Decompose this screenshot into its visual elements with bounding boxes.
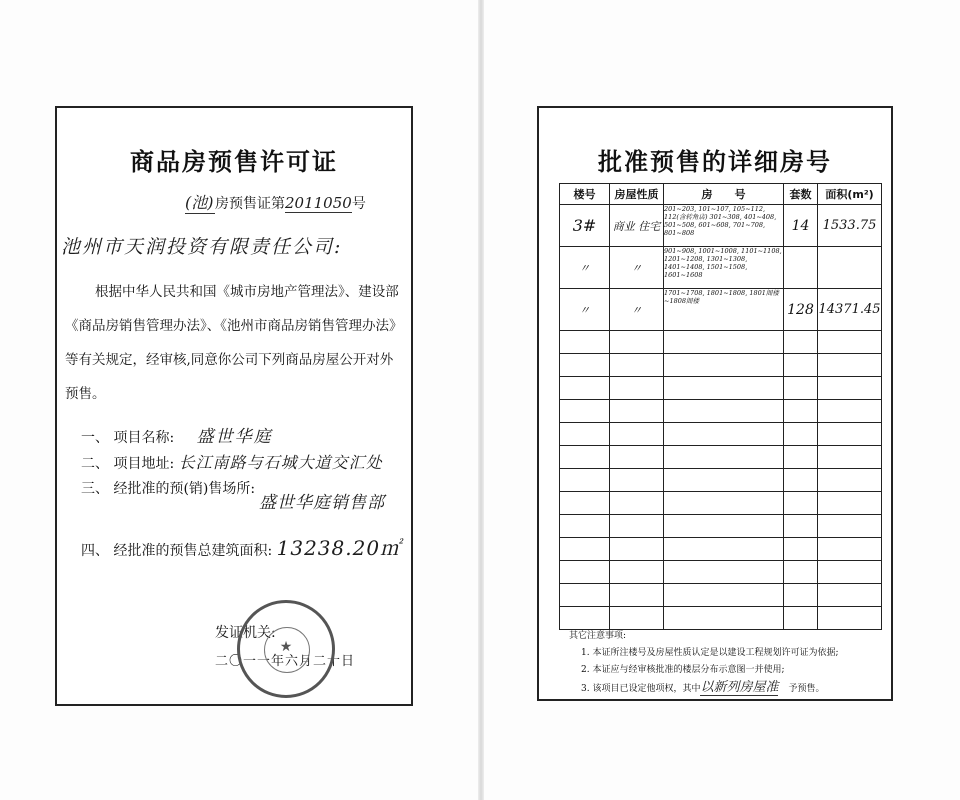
empty-cell [610,469,664,492]
empty-cell [610,400,664,423]
empty-cell [664,492,784,515]
empty-cell [818,331,882,354]
empty-cell [818,377,882,400]
notes-block [569,628,838,698]
room-detail-table [559,183,882,630]
cell-rooms: 901~908, 1001~1008, 1101~1108, 1201~1208, 1301~1308, 1401~1408, 1501~1508, 1601~1608 [664,247,784,289]
empty-cell [610,607,664,630]
cell-sets: 128 [784,289,818,331]
empty-cell [818,400,882,423]
header-nature: 房屋性质 [610,184,664,205]
note-1: 1. 本证所注楼号及房屋性质认定是以建设工程规划许可证为依据; [581,648,839,658]
item-total-area [81,532,401,561]
notes-title: 其它注意事项: [569,631,627,641]
empty-cell [784,515,818,538]
note-3-handwritten: 以新列房屋准 [700,680,779,695]
empty-cell [560,377,610,400]
item2-label: 二、 项目地址: [81,456,175,472]
issue-date: 二〇一一年六月二十日 [215,654,356,669]
official-seal [237,600,335,698]
table-row-empty [560,446,882,469]
cell-building: 〃 [560,289,610,331]
empty-cell [610,515,664,538]
empty-cell [664,423,784,446]
cert-number: 2011050 [285,194,352,212]
empty-cell [664,331,784,354]
item-project-name [81,422,273,447]
detail-title: 批准预售的详细房号 [598,148,832,176]
empty-cell [610,423,664,446]
table-header-row [560,184,882,205]
room-detail-panel [537,106,893,701]
item-sales-office-label: 三、 经批准的预(销)售场所: [81,481,256,497]
table-row-empty [560,423,882,446]
cert-suffix: 号 [351,196,366,212]
permit-panel [55,106,413,706]
cell-rooms: 201~203, 101~107, 105~112, 112(含转角店) 301~308, 401~408, 501~508, 601~608, 701~708, 801~808 [664,205,784,247]
table-row-empty [560,469,882,492]
table-row [560,247,882,289]
item1-value: 盛世华庭 [196,427,273,447]
note-3 [569,679,838,698]
table-row-empty [560,607,882,630]
empty-cell [664,561,784,584]
table-row-empty [560,354,882,377]
empty-cell [560,354,610,377]
empty-cell [610,446,664,469]
empty-cell [560,538,610,561]
empty-cell [784,446,818,469]
empty-cell [784,538,818,561]
cert-mid: 房预售证第 [215,196,285,212]
empty-cell [784,584,818,607]
cell-building: 〃 [560,247,610,289]
empty-cell [818,354,882,377]
cell-sets: 14 [784,205,818,247]
empty-cell [784,423,818,446]
empty-cell [818,515,882,538]
cell-building: 3# [560,205,610,247]
empty-cell [784,607,818,630]
header-building: 楼号 [560,184,610,205]
cell-area [818,247,882,289]
cell-sets [784,247,818,289]
table-row [560,205,882,247]
empty-cell [664,446,784,469]
note-2: 2. 本证应与经审核批准的楼层分布示意图一并使用; [581,665,785,675]
empty-cell [784,354,818,377]
empty-cell [610,492,664,515]
empty-cell [610,331,664,354]
table-row-empty [560,377,882,400]
table-row-empty [560,331,882,354]
empty-cell [784,377,818,400]
table-row-empty [560,515,882,538]
para-line-3: 等有关规定，经审核,同意你公司下列商品房屋公开对外 [65,352,394,368]
empty-cell [664,469,784,492]
empty-cell [664,607,784,630]
para-line-1: 根据中华人民共和国《城市房地产管理法》、建设部 [95,284,399,300]
cert-prefix: (池) [185,190,215,214]
empty-cell [818,492,882,515]
empty-cell [818,469,882,492]
page-fold [478,0,484,800]
empty-cell [818,561,882,584]
empty-cell [560,561,610,584]
item2-value: 长江南路与石城大道交汇处 [178,453,383,472]
table-row-empty [560,538,882,561]
empty-cell [560,492,610,515]
empty-cell [818,538,882,561]
header-sets: 套数 [784,184,818,205]
empty-cell [818,423,882,446]
empty-cell [784,492,818,515]
empty-cell [784,400,818,423]
cell-nature: 〃 [610,289,664,331]
empty-cell [610,354,664,377]
empty-cell [664,538,784,561]
seal-star-icon: ★ [279,639,293,655]
table-row [560,289,882,331]
empty-cell [818,584,882,607]
empty-cell [610,561,664,584]
cell-nature: 商业 住宅 [610,205,664,247]
item4-label: 四、 经批准的预售总建筑面积: [81,543,273,559]
empty-cell [560,331,610,354]
table-row-empty [560,492,882,515]
cell-rooms: 1701~1708, 1801~1808, 1801阁楼~1808阁楼 [664,289,784,331]
cell-area: 14371.45 [818,289,882,331]
permit-title: 商品房预售许可证 [130,148,338,176]
table-row-empty [560,561,882,584]
cert-number-line [185,190,366,214]
empty-cell [784,331,818,354]
item-sales-office-value: 盛世华庭销售部 [259,493,385,513]
table-row-empty [560,584,882,607]
empty-cell [664,400,784,423]
empty-cell [664,354,784,377]
empty-cell [818,607,882,630]
item1-label: 一、 项目名称: [81,430,175,446]
empty-cell [610,584,664,607]
empty-cell [664,584,784,607]
note-3-prefix: 3. 该项目已设定他项权，其中 [581,684,701,694]
empty-cell [560,515,610,538]
cell-area: 1533.75 [818,205,882,247]
empty-cell [560,469,610,492]
empty-cell [610,377,664,400]
para-line-2: 《商品房销售管理办法》、《池州市商品房销售管理办法》 [65,318,403,334]
empty-cell [784,469,818,492]
para-line-4: 预售。 [65,386,106,402]
empty-cell [664,377,784,400]
header-rooms: 房 号 [664,184,784,205]
table-row-empty [560,400,882,423]
empty-cell [664,515,784,538]
header-area: 面积(m²) [818,184,882,205]
empty-cell [818,446,882,469]
item4-value: 13238.20㎡ [276,536,402,560]
note-3-suffix: 予预售。 [788,684,825,694]
cell-nature: 〃 [610,247,664,289]
empty-cell [560,607,610,630]
empty-cell [560,423,610,446]
empty-cell [610,538,664,561]
empty-cell [560,446,610,469]
company-name: 池州市天润投资有限责任公司: [61,236,343,258]
empty-cell [560,400,610,423]
issuer-label: 发证机关: [215,625,276,641]
empty-cell [784,561,818,584]
item-project-address [81,450,383,473]
empty-cell [560,584,610,607]
